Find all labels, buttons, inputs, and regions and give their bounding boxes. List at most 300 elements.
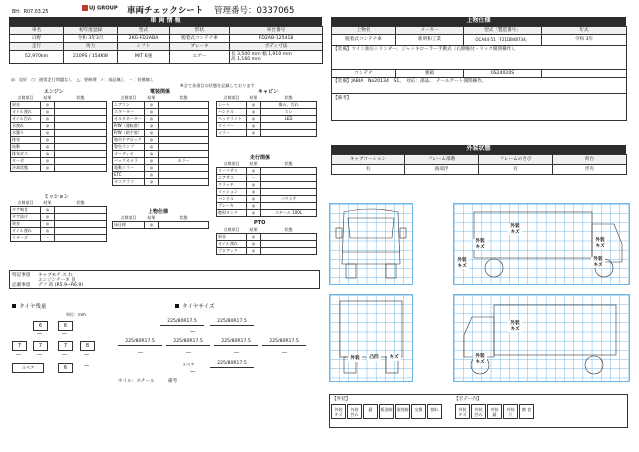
tire-size-rear-3: 225/80R17.5 [214, 338, 258, 346]
upper-row [113, 222, 209, 229]
tire-wear-rear-right-outer: 8 [80, 341, 95, 351]
cabin-state: スレ [261, 109, 317, 116]
electrical-state [159, 144, 209, 151]
mission-table [10, 200, 107, 242]
engine-state [55, 151, 107, 158]
vi-v-brake: エアー [170, 51, 230, 64]
vi-h-power: 馬力 [64, 43, 118, 51]
vi-h-chassis: 車台番号 [230, 27, 323, 35]
tire-size-dash-3: ― [234, 350, 239, 356]
brand-mark-icon [82, 5, 88, 11]
electrical-row [113, 172, 209, 179]
tire-wear-spare: 6 [58, 363, 73, 373]
pto-item: 異音 [217, 234, 247, 241]
running-h-state: 状態 [261, 161, 317, 168]
running-result: ◎ [247, 168, 261, 175]
cabin-row [217, 116, 317, 123]
mission-h-state: 状態 [55, 200, 107, 207]
mission-item: 異音 [11, 221, 41, 228]
cabin-result: ◎ [247, 102, 261, 109]
pto-result: ◎ [247, 248, 261, 255]
tire-wear-spare-2: ― [84, 363, 89, 369]
legend-good: ◎：良好 [11, 77, 28, 82]
vi-v-first-reg: 令和 3年3月 [64, 35, 118, 43]
mission-item: オイル洩れ [11, 228, 41, 235]
mission-state [55, 228, 107, 235]
engine-result: ◎ [41, 144, 55, 151]
us-h-maker: メーカー [396, 27, 464, 35]
engine-item: 異音 [11, 102, 41, 109]
ex-h-frame-no: フレーム部番 [405, 155, 479, 165]
cabin-row [217, 123, 317, 130]
vi-v-power: 210PS / 154KW [64, 51, 118, 64]
tire-wear-marker-icon [12, 304, 16, 308]
damage-label-1: 外装 キズ [508, 224, 522, 235]
pto-table [216, 227, 317, 255]
electrical-result: ◎ [145, 165, 159, 172]
upper-result: ◎ [145, 222, 159, 229]
mission-row [11, 207, 107, 214]
engine-result: ◎ [41, 102, 55, 109]
running-item: ブレーキ [217, 203, 247, 210]
upper-table [112, 215, 209, 229]
electrical-result: ◎ [145, 179, 159, 186]
page-title: 車両チェックシート [127, 6, 204, 16]
cabin-item: ワイパー [217, 123, 247, 130]
truck-rear-outline-icon [330, 295, 412, 381]
electrical-state [159, 130, 209, 137]
pto-state [261, 248, 317, 255]
legend-none: －：装備無し [129, 77, 155, 82]
tire-wear-front-right: 6 [58, 321, 73, 331]
engine-state [55, 165, 107, 172]
tire-size-rear-4: 225/80R17.5 [262, 338, 306, 346]
electrical-h-item: 点検項目 [113, 95, 145, 102]
mission-result: ◎ [41, 221, 55, 228]
engine-result: ◎ [41, 116, 55, 123]
ex-v-bed: 浮有 [553, 165, 627, 175]
running-row [217, 189, 317, 196]
electrical-row [113, 102, 209, 109]
damage-label-2: 外装 キズ [473, 239, 487, 250]
electrical-result: ◎ [145, 109, 159, 116]
legend-repair: △：要修理 [76, 77, 97, 82]
us-note-1: 【装備】ツイン油圧シリンダー、ジャッキローラー手動式（右側後付・リック開閉操作）。 [332, 46, 627, 70]
electrical-row [113, 144, 209, 151]
engine-result: ◎ [41, 123, 55, 130]
engine-item: 水濁り [11, 130, 41, 137]
mission-item: リターダ [11, 235, 41, 242]
mission-item: ギア鳴き [11, 207, 41, 214]
engine-row [11, 109, 107, 116]
legend-chip-4: 板金跡 [379, 404, 394, 419]
electrical-result: ◎ [145, 102, 159, 109]
damage-label-4: 外装 キズ [455, 258, 469, 269]
tire-wear-spare-label: スペア [12, 363, 44, 373]
cabin-item: ミラー [217, 130, 247, 137]
engine-state [55, 144, 107, 151]
brand-logo [82, 5, 118, 12]
engine-row [11, 102, 107, 109]
pto-item: オイル洩れ [217, 241, 247, 248]
engine-item: オイル汚れ [11, 116, 41, 123]
cabin-result: ◎ [247, 116, 261, 123]
legend-chip-7: 割れ [427, 404, 442, 419]
electrical-result: ◎ [145, 144, 159, 151]
electrical-state [159, 165, 209, 172]
ex-v-frame-rust: 有 [479, 165, 553, 175]
electrical-row [113, 137, 209, 144]
mission-result: ◎ [41, 207, 55, 214]
legend-chip-5: 塗装跡 [395, 404, 410, 419]
us-v-model: OCA44-51「F21DB48734」 [464, 35, 542, 46]
running-h-item: 点検項目 [217, 161, 247, 168]
legend-chip-8: 外装 キズ [455, 404, 470, 419]
truck-right-outline-icon [454, 295, 629, 381]
upper-title: 上物仕様 [148, 209, 169, 215]
legend-chip-2: 外装 凹み [347, 404, 362, 419]
electrical-row [113, 123, 209, 130]
pto-result: ◎ [247, 234, 261, 241]
engine-item: 水洩れ [11, 123, 41, 130]
mission-state [55, 207, 107, 214]
us-note-3: 【備考】 [332, 94, 627, 121]
upper-h-item: 点検項目 [113, 215, 145, 222]
electrical-result: ◎ [145, 172, 159, 179]
electrical-state [159, 109, 209, 116]
legend-chip-11: 外装 穴 [503, 404, 518, 419]
tire-size-front-dash: ― [190, 329, 195, 335]
pto-item: ブロアック [217, 248, 247, 255]
running-row [217, 182, 317, 189]
mission-state [55, 221, 107, 228]
vi-h-brake: ブレーキ [170, 43, 230, 51]
cabin-result: ◎ [247, 123, 261, 130]
damage-label-9: 外装 キズ [473, 354, 487, 365]
engine-state [55, 116, 107, 123]
mission-title: ミッション [44, 194, 69, 200]
ex-v-caution: 有 [332, 165, 405, 175]
engine-table [10, 95, 107, 172]
vi-h-shift: シフト [118, 43, 170, 51]
electrical-item: P/W（運転席） [113, 123, 145, 130]
engine-result: ◎ [41, 130, 55, 137]
mission-h-item: 点検項目 [11, 200, 41, 207]
tire-wear-rear-right-inner: 7 [58, 341, 73, 351]
truck-rear-view [329, 294, 413, 382]
cabin-item: ヘッドライト [217, 116, 247, 123]
tire-wear-row3-c: ― [62, 352, 67, 358]
running-row [217, 210, 317, 217]
running-item: リーフサス [217, 168, 247, 175]
mission-result: ◎ [41, 214, 55, 221]
running-item: クラッチ [217, 182, 247, 189]
vi-v-model: 2KG-FD2ABA [118, 35, 170, 43]
vi-h-model: 型式 [118, 27, 170, 35]
legend-chip-6: 交換 [411, 404, 426, 419]
vi-h-first-reg: 初年度登録 [64, 27, 118, 35]
running-item: ハンドル [217, 196, 247, 203]
cabin-state [261, 123, 317, 130]
tire-size-rear-1: 225/80R17.5 [118, 338, 162, 346]
pto-state [261, 234, 317, 241]
tire-size-spare: 225/80R17.5 [210, 360, 254, 368]
tire-size-spare-label: スペア [182, 362, 195, 367]
electrical-item: 警告ランプ [113, 144, 145, 151]
tire-size-dash-2: ― [186, 350, 191, 356]
vi-dims-line1: 長 3,500 mm 幅 1,910 mm [231, 52, 292, 57]
us-container-label: コンテナ [332, 70, 396, 78]
cabin-state: LED [261, 116, 317, 123]
cabin-h-item: 点検項目 [217, 95, 247, 102]
damage-legend-left-title: 【外装】 [332, 397, 351, 402]
electrical-state [159, 172, 209, 179]
electrical-row [113, 158, 209, 165]
tire-wear-front-left-inner: ― [37, 331, 42, 337]
electrical-item: 電動ミラー [113, 165, 145, 172]
truck-right-view [453, 294, 630, 382]
engine-row [11, 165, 107, 172]
running-item: エアサス [217, 175, 247, 182]
mgmt-label: 管理番号： [214, 6, 257, 16]
mission-result: ◎ [41, 228, 55, 235]
exterior-title: 外装状態 [331, 145, 626, 154]
running-state: パワステ [261, 196, 317, 203]
engine-state [55, 102, 107, 109]
electrical-row [113, 116, 209, 123]
tire-wear-row3-d: ― [84, 352, 89, 358]
tire-wear-row3-b: ― [37, 352, 42, 358]
tire-wear-title-text: タイヤ残量 [19, 304, 47, 310]
tire-size-rear-2: 225/80R17.5 [166, 338, 210, 346]
engine-item: 排気ガス [11, 151, 41, 158]
vi-v-mileage: 52,970km [10, 51, 64, 64]
tire-size-title-text: タイヤサイズ [182, 304, 215, 310]
electrical-row [113, 179, 209, 186]
vi-v-chassis: FD2AB-125418 [230, 35, 323, 43]
pto-row [217, 248, 317, 255]
running-item: 燃料タンク [217, 210, 247, 217]
engine-item: ターボ [11, 158, 41, 165]
electrical-row [113, 109, 209, 116]
remarks-text-1b: エンジンチーネ 良 [38, 278, 76, 283]
upper-state [159, 222, 209, 229]
engine-h-result: 結果 [41, 95, 55, 102]
electrical-item: エアコン [113, 102, 145, 109]
engine-row [11, 116, 107, 123]
cabin-table [216, 95, 317, 137]
mission-h-result: 結果 [41, 200, 55, 207]
damage-label-8: キズ [387, 355, 401, 361]
electrical-state [159, 179, 209, 186]
us-container-blank [542, 70, 627, 78]
electrical-state: カラー [159, 158, 209, 165]
electrical-result: ◎ [145, 123, 159, 130]
running-state [261, 175, 317, 182]
electrical-state [159, 116, 209, 123]
legend-missing: ✓：部品無し [100, 77, 125, 82]
tire-wear-unit: 単位：mm [66, 312, 86, 317]
vi-h-dims: ボディ寸法 [230, 43, 323, 51]
electrical-state [159, 123, 209, 130]
us-container-no: 0S24020S [464, 70, 542, 78]
mission-row [11, 228, 107, 235]
vi-dims-line2: 高 1,160 mm [231, 57, 261, 62]
engine-row [11, 151, 107, 158]
electrical-item: オーディオ [113, 151, 145, 158]
electrical-item: タコグラフ [113, 179, 145, 186]
engine-row [11, 137, 107, 144]
running-state [261, 189, 317, 196]
running-item: ミッション [217, 189, 247, 196]
running-result: ◎ [247, 203, 261, 210]
legend-chip-10: 外装 錆 [487, 404, 502, 419]
damage-label-7: 凸凹 [367, 355, 381, 361]
management-number [214, 4, 294, 16]
truck-front-view [329, 203, 413, 285]
engine-state [55, 137, 107, 144]
electrical-state [159, 137, 209, 144]
us-h-name: 上物名 [332, 27, 396, 35]
cabin-row [217, 109, 317, 116]
us-v-maker: 新明和工業 [396, 35, 464, 46]
electrical-result: ◎ [145, 130, 159, 137]
electrical-h-result: 結果 [145, 95, 159, 102]
truck-front-outline-icon [330, 204, 412, 284]
electrical-table [112, 95, 209, 186]
legend-chip-12: 腐 食 [519, 404, 534, 419]
running-state [261, 182, 317, 189]
electrical-item: 集中ドアロック [113, 137, 145, 144]
electrical-item: スターター [113, 109, 145, 116]
engine-item: オイル洩れ [11, 109, 41, 116]
electrical-row [113, 165, 209, 172]
vi-h-name: 車名 [10, 27, 64, 35]
mission-state [55, 214, 107, 221]
us-note-2: 【装備】JABIA No20134 S1。 対応：部品、 テールゲート開閉操作。 [332, 78, 627, 94]
electrical-title: 電装関係 [150, 89, 171, 95]
running-table [216, 161, 317, 217]
ex-h-bed: 荷台 [553, 155, 627, 165]
ex-h-caution: キャブコーション [332, 155, 405, 165]
cabin-result: ◎ [247, 130, 261, 137]
engine-h-item: 点検項目 [11, 95, 41, 102]
cabin-result: ◎ [247, 109, 261, 116]
engine-state [55, 109, 107, 116]
cabin-item: シート [217, 102, 247, 109]
electrical-result: ◎ [145, 151, 159, 158]
electrical-item: ETC [113, 172, 145, 179]
running-h-result: 結果 [247, 161, 261, 168]
damage-label-5: 外装 キズ [591, 257, 605, 268]
running-result: ◎ [247, 210, 261, 217]
upper-spec-title: 上物仕様 [331, 17, 626, 26]
engine-result: ◎ [41, 137, 55, 144]
damage-label-6: 外装 キズ [508, 321, 522, 332]
vi-h-mileage: 走行 [10, 43, 64, 51]
tire-size-spare-dash: ― [190, 369, 195, 375]
mission-row [11, 235, 107, 242]
pto-result: ◎ [247, 241, 261, 248]
electrical-result: ◎ [145, 158, 159, 165]
cabin-h-result: 結果 [247, 95, 261, 102]
vehicle-info-title: 車 両 情 報 [9, 17, 322, 26]
pto-state [261, 241, 317, 248]
remarks-box [9, 270, 320, 289]
cabin-row [217, 130, 317, 137]
electrical-item: オルタネーター [113, 116, 145, 123]
us-container-val: 強箱 [396, 70, 464, 78]
remarks-label-2: 記載事項 [12, 283, 31, 288]
engine-h-state: 状態 [55, 95, 107, 102]
tire-wear-front-right-inner: ― [62, 331, 67, 337]
tire-size-note: 備考 [168, 379, 178, 384]
mission-row [11, 221, 107, 228]
electrical-h-state: 状態 [159, 95, 209, 102]
exterior-table [331, 154, 627, 175]
electrical-item: P/W（助手席） [113, 130, 145, 137]
electrical-state [159, 151, 209, 158]
us-h-model: 型式「製造番号」 [464, 27, 542, 35]
cabin-state: 傷み、汚れ [261, 102, 317, 109]
tire-wear-front-left: 6 [33, 321, 48, 331]
running-result: － [247, 175, 261, 182]
electrical-result: ◎ [145, 137, 159, 144]
cabin-row [217, 102, 317, 109]
tire-size-front-right: 225/80R17.5 [210, 318, 254, 326]
engine-result: ◎ [41, 151, 55, 158]
running-state [261, 203, 317, 210]
tire-wear-rear-left-inner: 7 [33, 341, 48, 351]
pto-h-item: 点検項目 [217, 227, 247, 234]
cabin-h-state: 状態 [261, 95, 317, 102]
vehicle-info-table [9, 26, 323, 64]
upper-h-state: 状態 [159, 215, 209, 222]
pto-title: PTO [254, 220, 266, 226]
electrical-item: バックカメラ [113, 158, 145, 165]
cabin-item: ハンドル [217, 109, 247, 116]
ex-h-frame-rust: フレームのさび [479, 155, 553, 165]
mission-result: － [41, 235, 55, 242]
engine-result: ◎ [41, 109, 55, 116]
vi-v-shape: 脱着式コンテナ車 [170, 35, 230, 43]
engine-row [11, 158, 107, 165]
cabin-state [261, 130, 317, 137]
running-state: スチール 100L [261, 210, 317, 217]
tire-size-marker-icon [175, 304, 179, 308]
engine-result: ◎ [41, 158, 55, 165]
cabin-title: キャビン [258, 89, 279, 95]
electrical-row [113, 151, 209, 158]
running-result: ◎ [247, 189, 261, 196]
engine-row [11, 130, 107, 137]
running-state [261, 168, 317, 175]
vi-v-shift: M/T 6速 [118, 51, 170, 64]
legend-note: ※全て各項目の状態を記載しております [180, 83, 255, 88]
tire-size-front-left: 225/80R17.5 [160, 318, 204, 326]
legend-chip-9: 外装 凹み [471, 404, 486, 419]
running-result: ◎ [247, 182, 261, 189]
electrical-result: ◎ [145, 116, 159, 123]
engine-item: 冷却状態 [11, 165, 41, 172]
legend-chip-3: 錆 [363, 404, 378, 419]
tire-wear-row3-a: ― [16, 352, 21, 358]
tire-size-title [175, 302, 214, 310]
engine-state [55, 123, 107, 130]
engine-row [11, 123, 107, 130]
us-v-year: 令和 3年 [542, 35, 627, 46]
mission-item: ギア抜け [11, 214, 41, 221]
